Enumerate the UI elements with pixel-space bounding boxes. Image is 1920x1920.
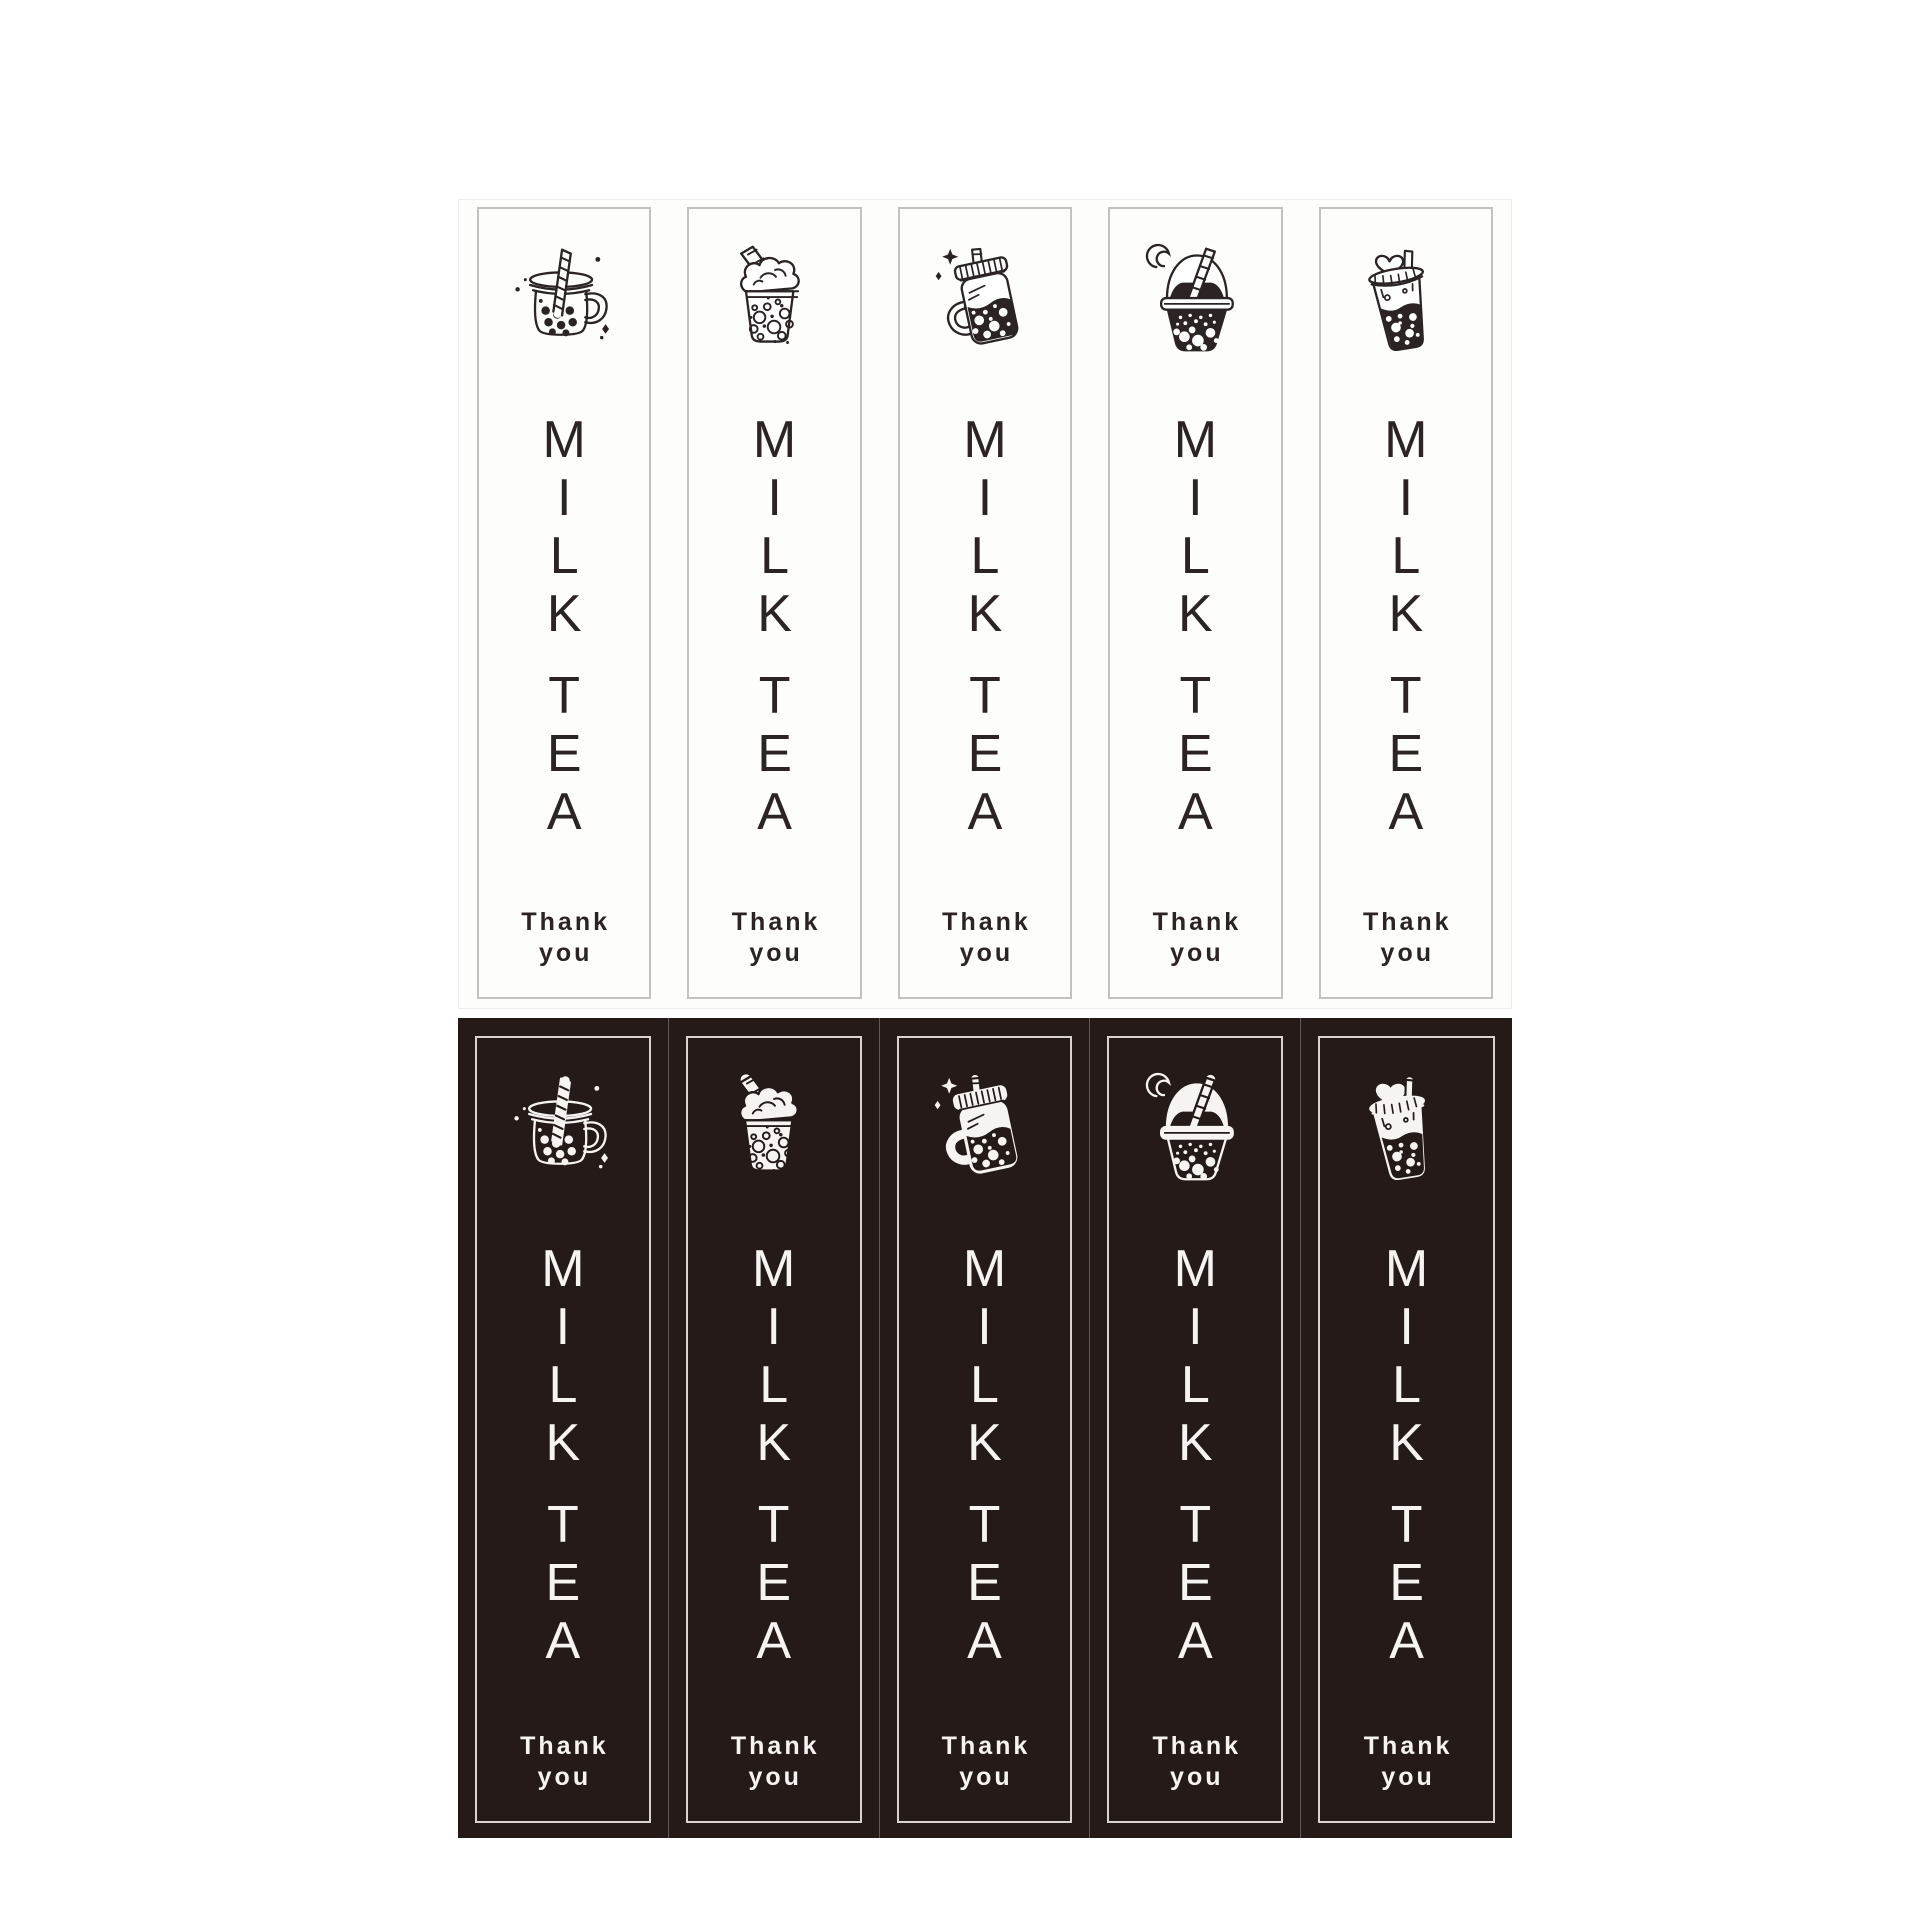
whipped-cream-cup-icon: [717, 241, 833, 357]
milk-letter: K: [1178, 585, 1213, 643]
thank-you-line2: you: [1381, 1763, 1435, 1791]
thank-you-line2: you: [1170, 1763, 1224, 1791]
milk-letter: M: [1173, 1240, 1217, 1298]
thank-you-text: [1361, 1731, 1453, 1793]
milk-letter: K: [967, 585, 1003, 643]
milk-letter: I: [766, 1298, 781, 1356]
milk-letter: L: [1391, 527, 1421, 585]
tea-vertical-text: [967, 1496, 1002, 1670]
strip-light-2: [687, 207, 861, 999]
dome-lid-cup-icon: [1137, 1070, 1253, 1186]
sheet-cell-dark-2: [669, 1018, 880, 1838]
sheet-cell-dark-3: [880, 1018, 1091, 1838]
milk-vertical-text: [543, 411, 586, 643]
tea-letter: A: [545, 1612, 581, 1670]
milk-letter: I: [555, 1298, 571, 1356]
milk-letter: I: [1398, 469, 1414, 527]
tea-letter: E: [1177, 1554, 1213, 1612]
milk-letter: M: [752, 411, 797, 469]
tea-vertical-text: [968, 667, 1003, 841]
milk-letter: K: [1177, 1414, 1213, 1472]
thank-you-text: [518, 907, 610, 969]
milk-letter: L: [548, 1356, 578, 1414]
thank-you-text: [728, 1731, 820, 1793]
sheet-cell-light-5: [1301, 200, 1511, 1008]
thank-you-text: [939, 1731, 1031, 1793]
milk-letter: I: [977, 469, 993, 527]
tea-letter: E: [545, 1554, 581, 1612]
tea-vertical-text: [756, 1496, 791, 1670]
milk-letter: I: [767, 469, 782, 527]
tilted-mason-jar-icon: [927, 241, 1043, 357]
tea-letter: E: [1389, 1554, 1424, 1612]
milk-letter: L: [760, 527, 790, 585]
tea-letter: T: [969, 667, 1001, 725]
strip-light-5: [1319, 207, 1493, 999]
tea-letter: A: [546, 783, 582, 841]
milk-vertical-text: [963, 1240, 1006, 1472]
thank-you-line2: you: [1170, 939, 1224, 967]
milk-vertical-text: [1174, 411, 1217, 643]
strip-dark-3: [897, 1036, 1073, 1823]
milk-vertical-text: [1384, 411, 1427, 643]
tea-vertical-text: [1178, 667, 1213, 841]
milk-letter: L: [970, 1356, 999, 1414]
strip-dark-4: [1107, 1036, 1283, 1823]
milk-vertical-text: [963, 411, 1006, 643]
sheet-cell-dark-5: [1301, 1018, 1512, 1838]
sheet-cell-light-4: [1090, 200, 1300, 1008]
thank-you-line2: you: [748, 1763, 802, 1791]
milk-letter: I: [977, 1298, 992, 1356]
milk-letter: I: [1188, 1298, 1203, 1356]
thank-you-line1: Thank: [1363, 1732, 1453, 1760]
thank-you-line1: Thank: [1362, 908, 1452, 936]
milk-letter: L: [1392, 1356, 1422, 1414]
thank-you-line2: you: [959, 1763, 1013, 1791]
milk-letter: I: [556, 469, 572, 527]
tea-letter: T: [1179, 1496, 1212, 1554]
thank-you-line2: you: [749, 939, 803, 967]
milk-letter: K: [1388, 585, 1424, 643]
tea-letter: E: [1178, 725, 1213, 783]
tea-letter: T: [968, 1496, 1001, 1554]
milk-letter: M: [1384, 411, 1428, 469]
tea-letter: T: [548, 667, 581, 725]
thank-you-text: [1150, 907, 1242, 969]
mason-jar-mug-icon: [505, 1070, 621, 1186]
sheet-cell-light-3: [880, 200, 1090, 1008]
milk-vertical-text: [753, 411, 796, 643]
milk-letter: M: [963, 411, 1007, 469]
milk-letter: L: [1180, 1356, 1210, 1414]
thank-you-text: [1360, 907, 1452, 969]
milk-vertical-text: [1174, 1240, 1217, 1472]
strip-dark-1: [475, 1036, 651, 1823]
tea-vertical-text: [1388, 667, 1423, 841]
milk-letter: M: [541, 1240, 585, 1298]
thank-you-line2: you: [538, 939, 593, 967]
tea-vertical-text: [1178, 1496, 1213, 1670]
milk-letter: I: [1188, 469, 1203, 527]
tea-vertical-text: [546, 1496, 581, 1670]
milk-letter: L: [970, 527, 1000, 585]
milk-letter: M: [752, 1240, 796, 1298]
tea-letter: A: [756, 1612, 792, 1670]
thank-you-text: [939, 907, 1031, 969]
white-strips-grid: [459, 200, 1511, 1008]
tea-letter: E: [967, 1554, 1002, 1612]
black-strips-grid: [458, 1018, 1512, 1838]
tea-letter: E: [757, 725, 792, 783]
tea-letter: T: [758, 667, 791, 725]
whipped-cream-cup-icon: [716, 1070, 832, 1186]
mason-jar-mug-icon: [506, 241, 622, 357]
thank-you-line2: you: [959, 939, 1014, 967]
milk-letter: L: [1180, 527, 1210, 585]
milk-vertical-text: [1385, 1240, 1428, 1472]
tilted-mason-jar-icon: [926, 1070, 1042, 1186]
milk-letter: K: [756, 1414, 792, 1472]
milk-letter: K: [757, 585, 792, 643]
sheet-cell-light-2: [669, 200, 879, 1008]
tea-letter: A: [1389, 1612, 1424, 1670]
milk-vertical-text: [541, 1240, 584, 1472]
thank-you-line1: Thank: [521, 908, 610, 936]
tea-letter: T: [1179, 667, 1212, 725]
milk-tea-sticker-sheets: [458, 199, 1512, 1838]
strip-light-3: [898, 207, 1072, 999]
strip-dark-2: [686, 1036, 862, 1823]
tea-letter: E: [1388, 725, 1424, 783]
milk-letter: I: [1399, 1298, 1414, 1356]
milk-letter: M: [542, 411, 586, 469]
sheet-cell-dark-1: [458, 1018, 669, 1838]
tea-letter: E: [967, 725, 1003, 783]
milk-vertical-text: [752, 1240, 795, 1472]
milk-letter: M: [962, 1240, 1007, 1298]
tea-letter: A: [1388, 783, 1424, 841]
white-label-strips-row: [458, 199, 1512, 1009]
thank-you-text: [1149, 1731, 1241, 1793]
dome-lid-cup-icon: [1137, 241, 1253, 357]
thank-you-line1: Thank: [941, 1732, 1031, 1760]
milk-letter: L: [549, 527, 579, 585]
tea-vertical-text: [547, 667, 582, 841]
milk-letter: K: [1389, 1414, 1424, 1472]
thank-you-line1: Thank: [1152, 908, 1242, 936]
heart-straw-cup-icon: [1349, 1070, 1465, 1186]
strip-dark-5: [1318, 1036, 1495, 1823]
thank-you-line1: Thank: [942, 908, 1031, 936]
tea-letter: E: [756, 1554, 792, 1612]
tea-letter: T: [1390, 1496, 1423, 1554]
black-label-strips-row: [458, 1018, 1512, 1838]
milk-letter: L: [759, 1356, 789, 1414]
milk-letter: K: [546, 585, 582, 643]
thank-you-line2: you: [537, 1763, 592, 1791]
thank-you-line1: Thank: [520, 1732, 609, 1760]
thank-you-line1: Thank: [730, 1732, 820, 1760]
tea-vertical-text: [757, 667, 792, 841]
tea-letter: A: [1178, 783, 1213, 841]
sheet-cell-light-1: [459, 200, 669, 1008]
tea-letter: A: [1177, 1612, 1213, 1670]
sheet-cell-dark-4: [1090, 1018, 1301, 1838]
tea-letter: T: [1389, 667, 1422, 725]
milk-letter: K: [967, 1414, 1002, 1472]
heart-straw-cup-icon: [1348, 241, 1464, 357]
milk-letter: M: [1384, 1240, 1429, 1298]
milk-letter: K: [545, 1414, 581, 1472]
tea-letter: A: [967, 783, 1003, 841]
tea-vertical-text: [1389, 1496, 1424, 1670]
strip-light-4: [1108, 207, 1282, 999]
thank-you-line1: Thank: [1152, 1732, 1242, 1760]
tea-letter: E: [546, 725, 582, 783]
thank-you-text: [517, 1731, 609, 1793]
strip-light-1: [477, 207, 651, 999]
thank-you-line2: you: [1380, 939, 1434, 967]
milk-letter: M: [1173, 411, 1218, 469]
tea-letter: T: [757, 1496, 790, 1554]
tea-letter: A: [757, 783, 792, 841]
tea-letter: T: [547, 1496, 579, 1554]
tea-letter: A: [967, 1612, 1002, 1670]
thank-you-text: [729, 907, 821, 969]
thank-you-line1: Thank: [731, 908, 821, 936]
